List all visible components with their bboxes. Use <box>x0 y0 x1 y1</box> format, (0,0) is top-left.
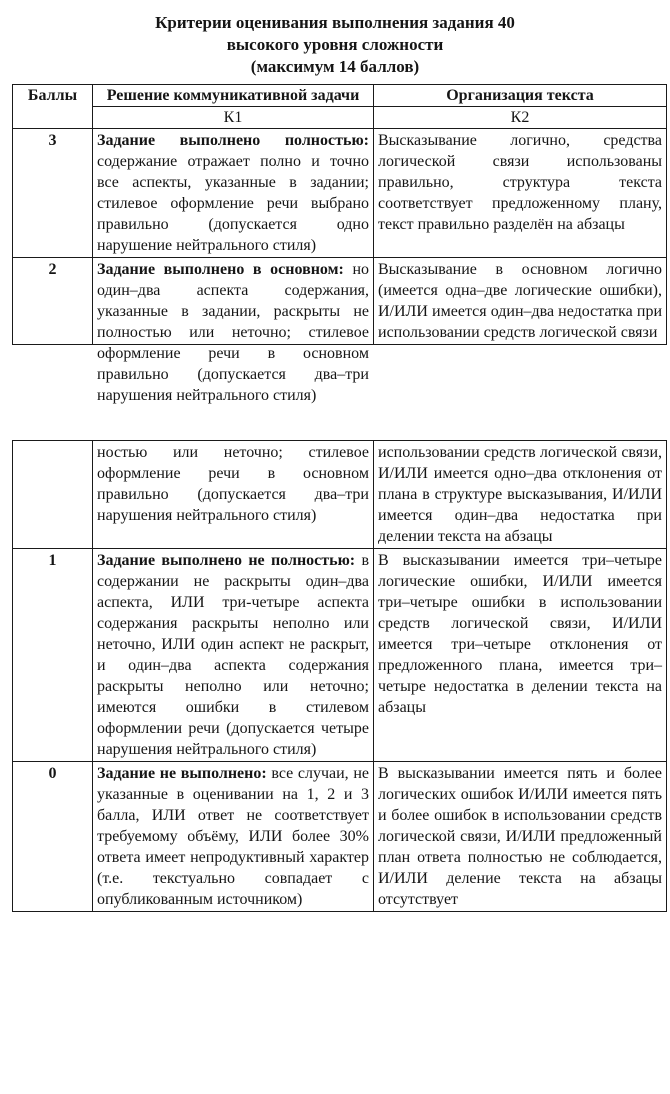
header-score: Баллы <box>13 85 93 129</box>
score-cell-empty <box>13 441 93 549</box>
k1-lead: Задание выполнено полностью: <box>97 132 369 149</box>
header-k2-title: Организация текста <box>374 85 667 107</box>
k1-text: в содержании не раскрыты один–два аспекта, ИЛИ три-четыре аспекта содержания раскрыты неполно или неточно, ИЛИ один аспект не раскрыт, и один–два аспекта содержания раскрыты неполно или неточно; имеются ошибки в стилевом оформлении речи (допускается четыре нарушения нейтрального стиля) <box>97 552 369 758</box>
score-cell: 0 <box>13 762 93 912</box>
k2-cell <box>374 762 667 912</box>
title-line-2: высокого уровня сложности <box>226 35 444 54</box>
k1-text: содержание отражает полно и точно все аспекты, указанные в задании; стилевое оформление речи выбрано правильно (допускается одно нарушение нейтрального стиля) <box>97 153 369 254</box>
k1-text: все случаи, не указанные в оценивании на 1, 2 и 3 балла, ИЛИ ответ не соответствует требуемому объёму, ИЛИ более 30% ответа имеет непродуктивный характер (т.е. текстуально совпадает с опубликованным источником) <box>97 765 369 908</box>
header-k2-code: К2 <box>374 107 667 129</box>
k1-lead: Задание не выполнено: <box>97 765 267 782</box>
table-header-row <box>13 85 667 107</box>
k1-cell <box>93 441 374 549</box>
k1-lead: Задание выполнено не полностью: <box>97 552 356 569</box>
k1-cell <box>93 129 374 258</box>
document-title <box>0 12 670 78</box>
header-k1-code: К1 <box>93 107 374 129</box>
table-row-score-1 <box>13 549 667 762</box>
table-row-score-3 <box>13 129 667 258</box>
k2-cell <box>374 129 667 258</box>
k2-text: Высказывание в основном логично (имеется одна–две логические ошибки), И/ИЛИ имеется один–два недостатка при использовании средств логической связи <box>378 261 662 341</box>
score-cell: 3 <box>13 129 93 258</box>
k1-cell <box>93 762 374 912</box>
k1-text: но один–два аспекта содержания, указанные в задании, раскрыты не полностью или неточно; стилевое оформление речи в основном правильно (допускается два–три нарушения нейтрального стиля) <box>97 261 370 404</box>
score-cell: 2 <box>13 258 93 345</box>
table-row-score-0 <box>13 762 667 912</box>
criteria-table-part-1 <box>12 84 667 404</box>
table-row-score-2-continued <box>13 441 667 549</box>
k2-text: В высказывании имеется пять и более логических ошибок И/ИЛИ имеется пять и более ошибок в использовании средств логической связи, И/ИЛИ предложенный план ответа полностью не соблюдается, И/ИЛИ деление текста на абзацы отсутствует <box>378 765 662 908</box>
header-k1-title: Решение коммуникативной задачи <box>93 85 374 107</box>
k2-cell <box>374 258 667 345</box>
k2-text: Высказывание логично, средства логической связи использованы правильно, структура текста соответствует предложенному плану, текст правильно разделён на абзацы <box>378 132 662 233</box>
k2-text: использовании средств логической связи, И/ИЛИ имеется одно–два отклонения от плана в структуре высказывания, И/ИЛИ имеется один–два недостатка при делении текста на абзацы <box>378 444 662 545</box>
k1-cell <box>93 258 374 404</box>
title-line-1: Критерии оценивания выполнения задания 40 <box>155 13 515 32</box>
criteria-table-part-2 <box>12 440 667 912</box>
k1-lead: Задание выполнено в основном: <box>97 261 344 278</box>
score-cell: 1 <box>13 549 93 762</box>
table-code-row <box>13 107 667 129</box>
table-row-score-2-start <box>13 258 667 345</box>
title-line-3: (максимум 14 баллов) <box>250 57 420 76</box>
k1-cell <box>93 549 374 762</box>
k2-cell <box>374 441 667 549</box>
k1-text: ностью или неточно; стилевое оформление речи в основном правильно (допускается два–три нарушения нейтрального стиля) <box>97 444 369 524</box>
k2-text: В высказывании имеется три–четыре логические ошибки, И/ИЛИ имеется три–четыре ошибки в использовании средств логической связи, И/ИЛИ имеется три–четыре отклонения от предложенного плана, имеется три–четыре недостатка в делении текста на абзацы <box>378 552 662 716</box>
k2-cell <box>374 549 667 762</box>
